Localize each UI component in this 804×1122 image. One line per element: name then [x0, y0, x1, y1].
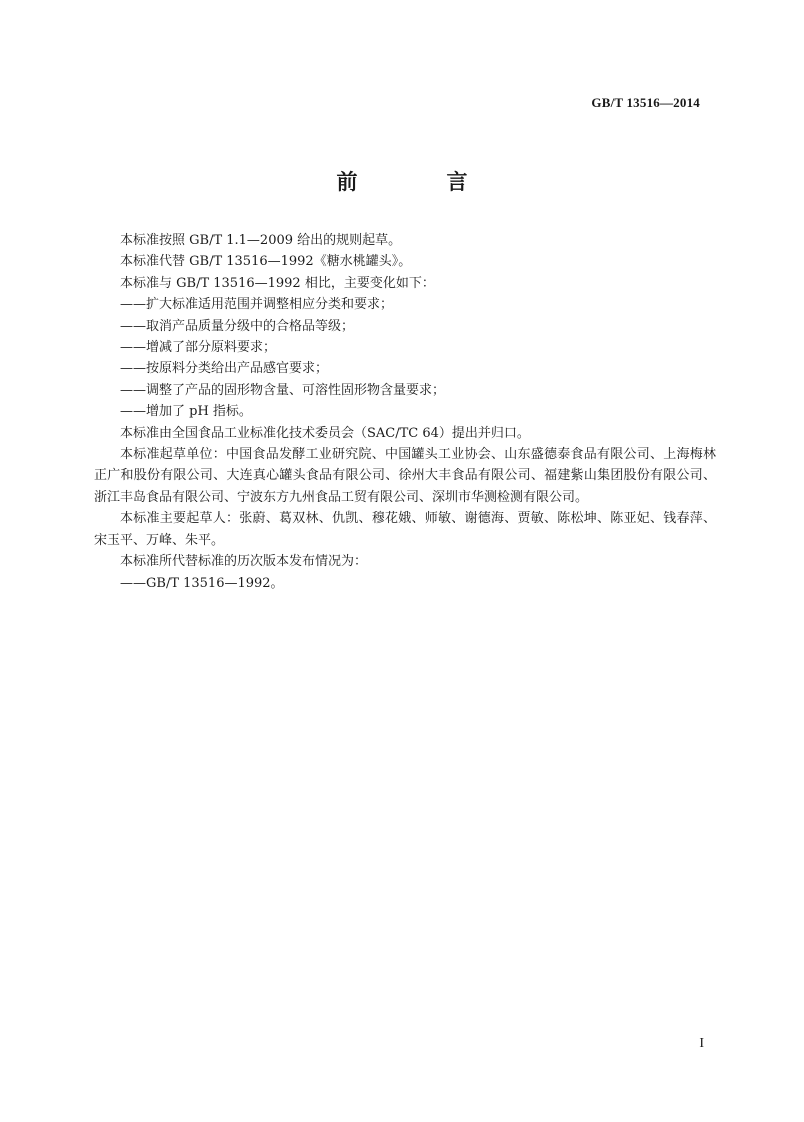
paragraph: 本标准代替 GB/T 13516—1992《糖水桃罐头》。	[120, 254, 412, 270]
list-item: ——取消产品质量分级中的合格品等级；	[120, 318, 355, 334]
page-number: I	[699, 1036, 704, 1051]
list-item: ——按原料分类给出产品感官要求；	[120, 361, 329, 377]
paragraph: 本标准主要起草人：张蔚、葛双林、仇凯、穆花娥、师敏、谢德海、贾敏、陈松坤、陈亚妃、钱春萍、宋玉平、万峰、朱平。	[94, 511, 716, 548]
page-title: 前 言	[336, 170, 502, 194]
paragraph: 本标准按照 GB/T 1.1—2009 给出的规则起草。	[120, 233, 402, 248]
list-item: ——调整了产品的固形物含量、可溶性固形物含量要求；	[120, 382, 446, 398]
standard-code: GB/T 13516—2014	[591, 95, 700, 110]
paragraph: 本标准所代替标准的历次版本发布情况为：	[120, 554, 368, 570]
paragraph: 本标准起草单位：中国食品发酵工业研究院、中国罐头工业协会、山东盛德泰食品有限公司、上海梅林正广和股份有限公司、大连真心罐头食品有限公司、徐州大丰食品有限公司、福建紫山集团股份有限公司、浙江丰岛食品有限公司、宁波东方九州食品工贸有限公司、深圳市华测检测有限公司。	[94, 447, 716, 505]
document-body	[94, 230, 716, 594]
paragraph: 本标准与 GB/T 13516—1992 相比，主要变化如下：	[120, 275, 435, 291]
list-item: ——增减了部分原料要求；	[120, 340, 277, 356]
list-item: ——增加了 pH 指标。	[120, 404, 252, 420]
paragraph: 本标准由全国食品工业标准化技术委员会（SAC/TC 64）提出并归口。	[120, 425, 530, 441]
list-item: ——GB/T 13516—1992。	[120, 575, 284, 591]
list-item: ——扩大标准适用范围并调整相应分类和要求；	[120, 297, 394, 313]
